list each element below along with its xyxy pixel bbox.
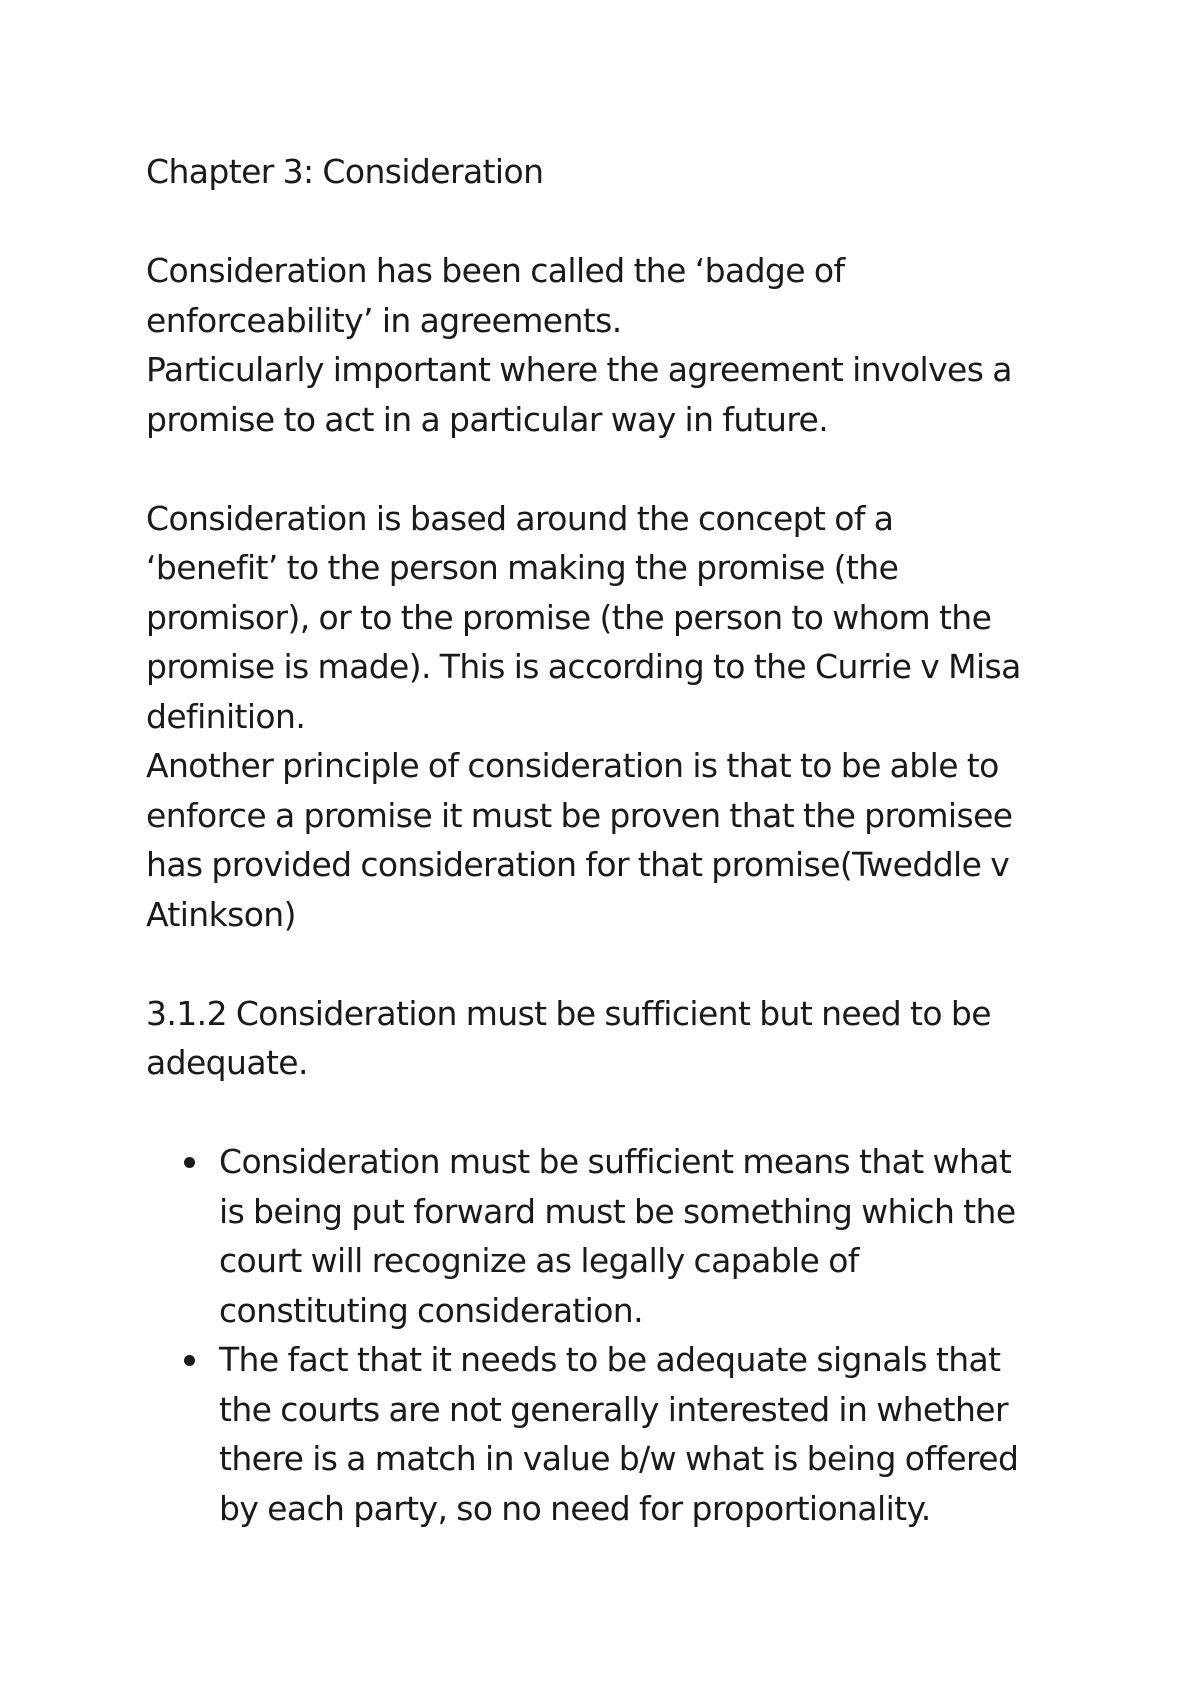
text-line: Atinkson) <box>146 894 296 934</box>
text-line: Particularly important where the agreement involves a <box>146 350 1012 389</box>
text-line: promisor), or to the promise (the person to whom the <box>146 597 992 637</box>
bullet-dot-icon <box>184 1355 195 1366</box>
text-line: enforce a promise it must be proven that the promisee <box>146 795 1013 835</box>
text-line: 3.1.2 Consideration must be sufficient but need to be <box>146 993 991 1033</box>
paragraph-gap <box>146 939 1096 989</box>
text-line: promise is made). This is according to the Currie v Misa <box>146 647 1021 686</box>
section-heading <box>146 989 1096 1088</box>
text-line: is being put forward must be something which the <box>219 1191 1016 1231</box>
text-line: Consideration is based around the concept of a <box>146 498 894 538</box>
text-line: the courts are not generally interested in whether <box>219 1389 1008 1429</box>
text-line: enforceability’ in agreements. <box>146 300 622 340</box>
text-line: ‘benefit’ to the person making the promise (the <box>146 548 899 587</box>
text-line: constituting consideration. <box>219 1290 644 1330</box>
text-line: Consideration must be sufficient means that what <box>219 1142 1012 1181</box>
intro-paragraph <box>146 246 1096 444</box>
paragraph-gap <box>146 444 1096 494</box>
benefit-paragraph <box>146 494 1096 940</box>
text-line: definition. <box>146 696 306 736</box>
text-line: by each party, so no need for proportionality. <box>219 1488 931 1528</box>
document-body <box>146 147 1096 1533</box>
text-line: has provided consideration for that promise(Tweddle v <box>146 845 1010 884</box>
text-line: court will recognize as legally capable of <box>219 1241 859 1280</box>
text-line: Another principle of consideration is that to be able to <box>146 746 999 785</box>
text-line: The fact that it needs to be adequate signals that <box>219 1340 1001 1379</box>
paragraph-gap <box>146 197 1096 247</box>
bullet-dot-icon <box>184 1157 195 1168</box>
text-line: Consideration has been called the ‘badge of <box>146 251 845 290</box>
bullet-item-sufficient <box>146 1137 1096 1335</box>
text-line: there is a match in value b/w what is being offered <box>219 1439 1019 1478</box>
text-line: adequate. <box>146 1043 308 1082</box>
bullet-list <box>146 1137 1096 1533</box>
chapter-title: Chapter 3: Consideration <box>146 152 544 191</box>
text-line: promise to act in a particular way in future. <box>146 399 829 439</box>
bullet-item-adequate <box>146 1335 1096 1533</box>
paragraph-gap <box>146 1088 1096 1138</box>
